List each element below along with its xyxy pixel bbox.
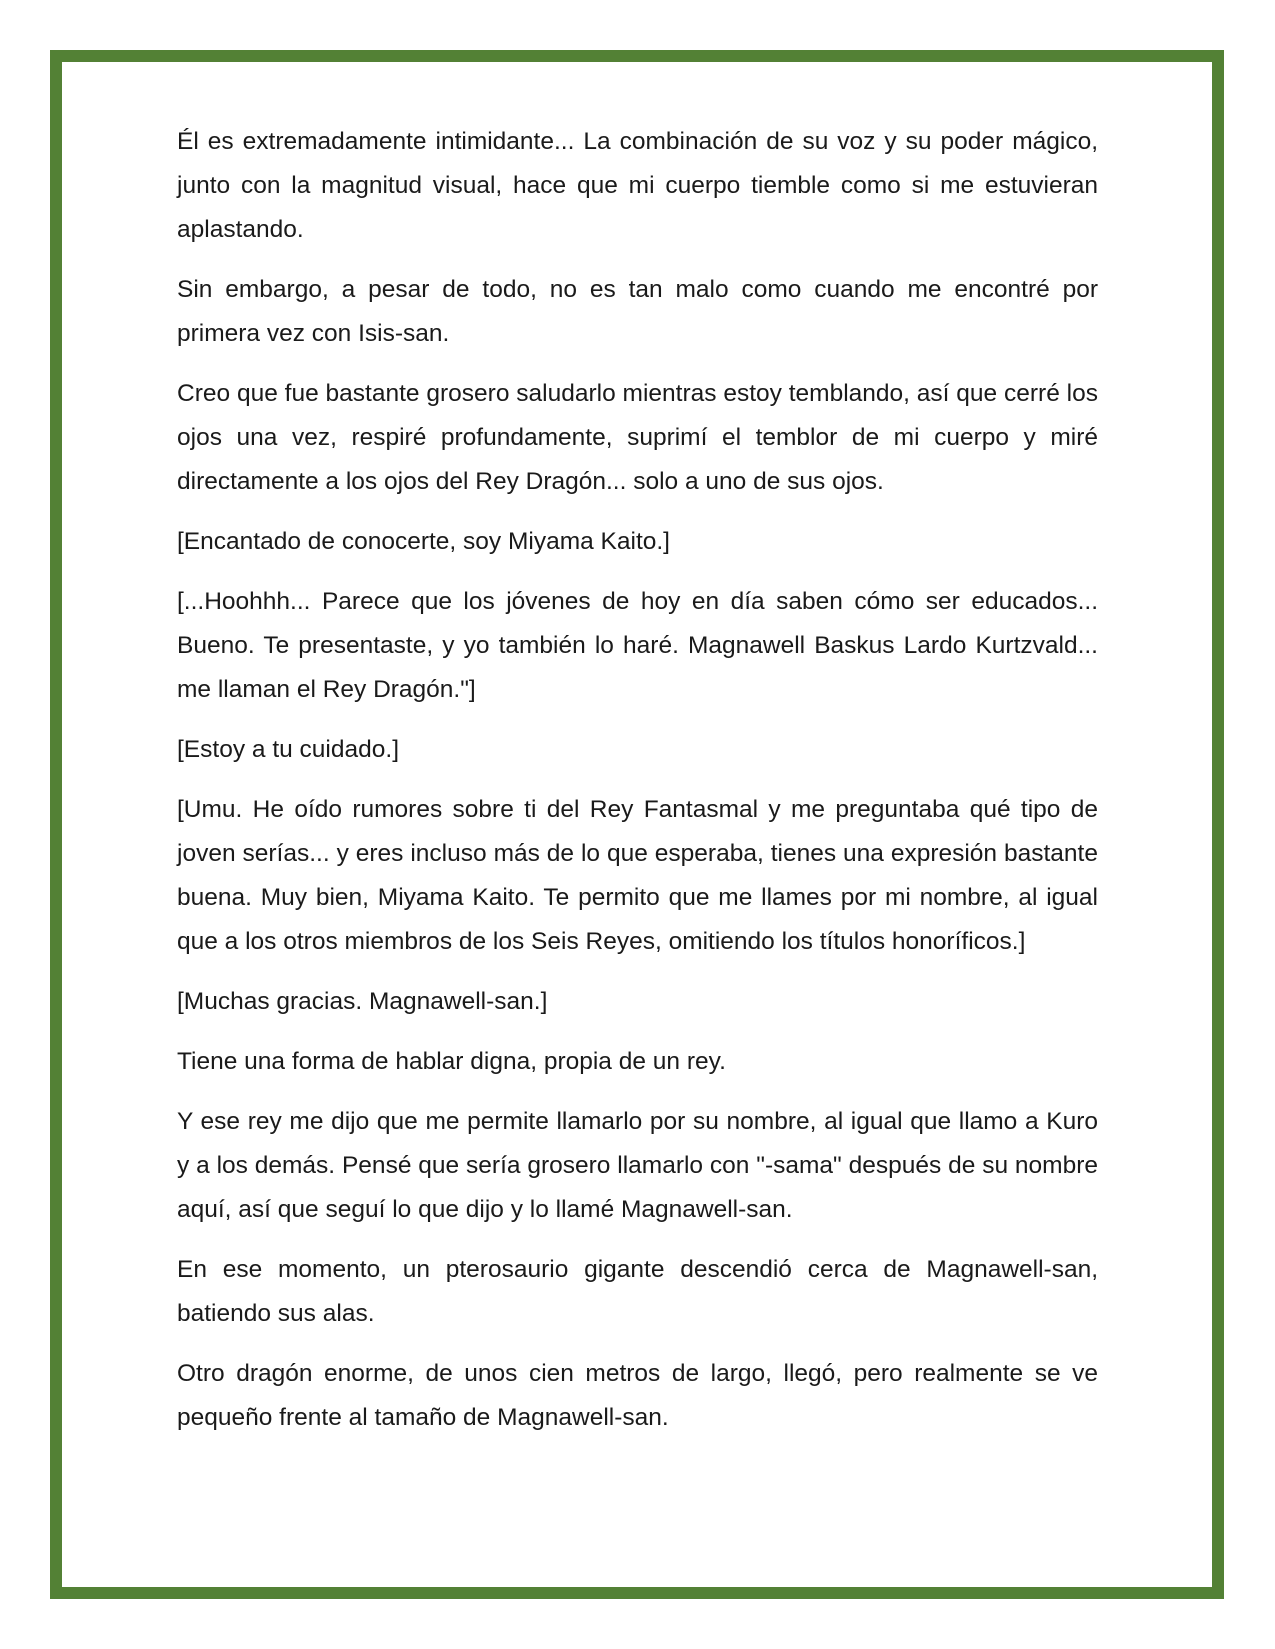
paragraph: Tiene una forma de hablar digna, propia de un rey. bbox=[177, 1048, 726, 1075]
paragraph: Creo que fue bastante grosero saludarlo mientras estoy temblando, así que cerré los ojos una vez, respiré profundamente, suprimí el temblor de mi cuerpo y miré directamente a los ojos del Rey Dragón... solo a uno de sus ojos. bbox=[177, 380, 1098, 495]
paragraph: Otro dragón enorme, de unos cien metros de largo, llegó, pero realmente se ve pequeño frente al tamaño de Magnawell-san. bbox=[177, 1360, 1098, 1431]
dialogue-line: [...Hoohhh... Parece que los jóvenes de hoy en día saben cómo ser educados... Bueno. Te presentaste, y yo también lo haré. Magnawell Baskus Lardo Kurtzvald... me llaman el Rey Dragón."] bbox=[177, 588, 1098, 703]
dialogue-line: [Estoy a tu cuidado.] bbox=[177, 736, 399, 763]
dialogue-line: [Muchas gracias. Magnawell-san.] bbox=[177, 988, 548, 1015]
dialogue-line: [Umu. He oído rumores sobre ti del Rey Fantasmal y me preguntaba qué tipo de joven serías... y eres incluso más de lo que esperaba, tienes una expresión bastante buena. Muy bien, Miyama Kaito. Te permito que me llames por mi nombre, al igual que a los otros miembros de los Seis Reyes, omitiendo los títulos honoríficos.] bbox=[177, 796, 1098, 955]
page-body bbox=[177, 120, 1098, 1456]
paragraph: Y ese rey me dijo que me permite llamarlo por su nombre, al igual que llamo a Kuro y a los demás. Pensé que sería grosero llamarlo con "-sama" después de su nombre aquí, así que seguí lo que dijo y lo llamé Magnawell-san. bbox=[177, 1108, 1098, 1223]
paragraph: Él es extremadamente intimidante... La combinación de su voz y su poder mágico, junto con la magnitud visual, hace que mi cuerpo tiemble como si me estuvieran aplastando. bbox=[177, 128, 1098, 243]
dialogue-line: [Encantado de conocerte, soy Miyama Kaito.] bbox=[177, 528, 670, 555]
paragraph: En ese momento, un pterosaurio gigante descendió cerca de Magnawell-san, batiendo sus alas. bbox=[177, 1256, 1098, 1327]
paragraph: Sin embargo, a pesar de todo, no es tan malo como cuando me encontré por primera vez con Isis-san. bbox=[177, 276, 1098, 347]
